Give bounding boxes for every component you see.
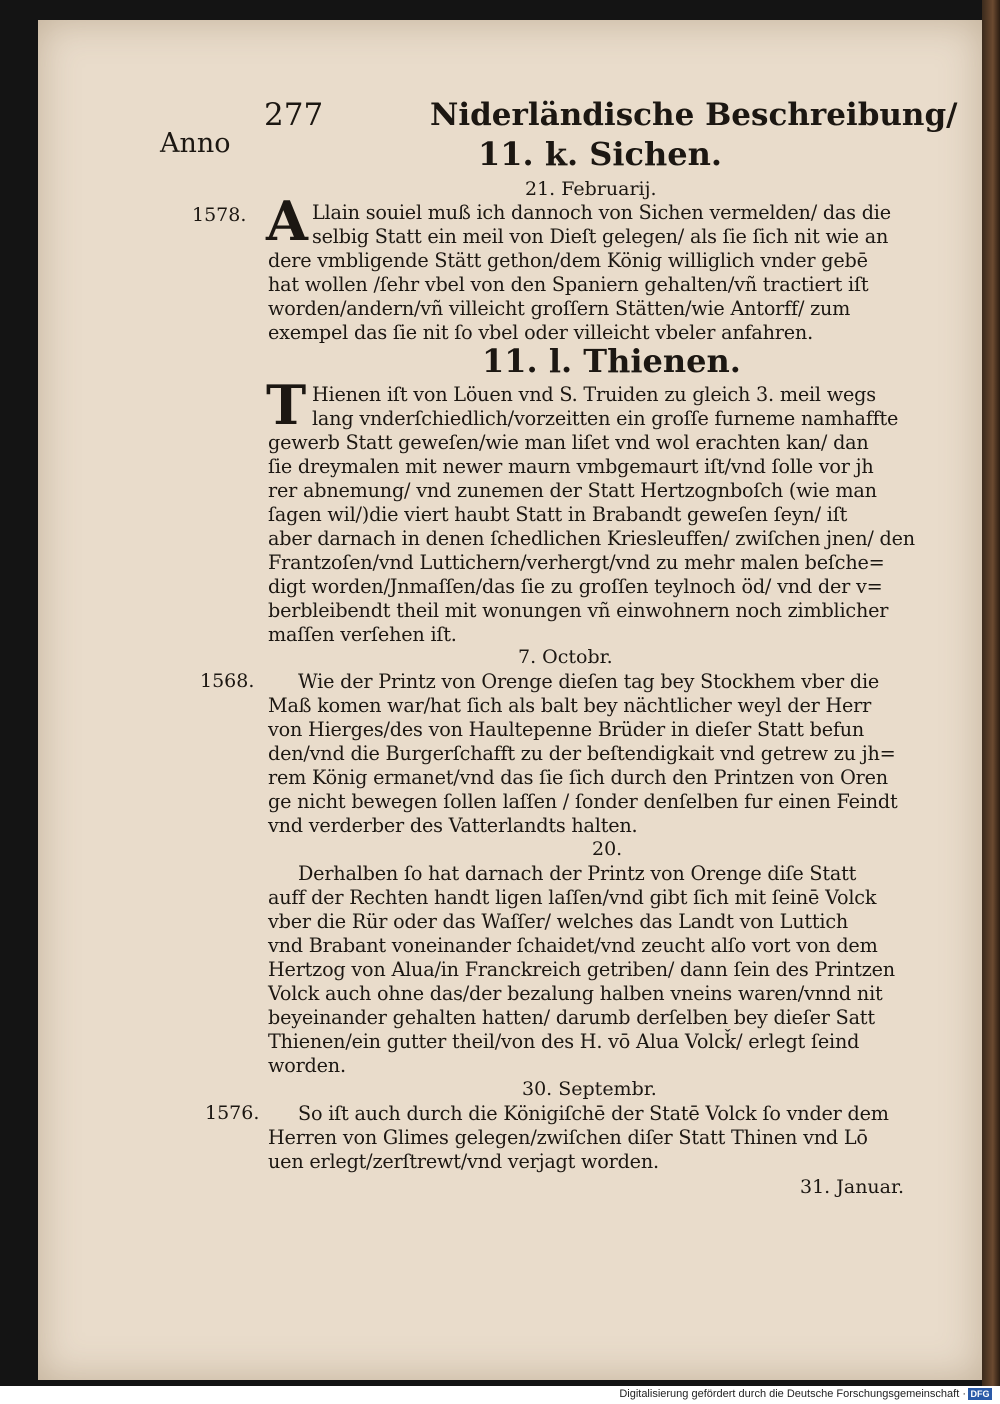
text-line: beyeinander gehalten hatten/ darumb derſelben bey dieſer Satt xyxy=(268,1006,875,1029)
text-line: ſagen wil/)die viert haubt Statt in Brabandt geweſen ſeyn/ iſt xyxy=(268,503,848,526)
text-line: worden. xyxy=(268,1054,346,1077)
entry-date: 30. Septembr. xyxy=(522,1078,657,1100)
text-line: vnd Brabant voneinander ſchaidet/vnd zeucht alſo vort von dem xyxy=(268,934,878,957)
drop-cap: T xyxy=(266,373,307,437)
text-line: Volck auch ohne das/der bezalung halben vneins waren/vnnd nit xyxy=(268,982,883,1005)
text-line: uen erlegt/zerſtrewt/vnd verjagt worden. xyxy=(268,1150,659,1173)
text-line: Herren von Glimes gelegen/zwiſchen diſer Statt Thinen vnd Lō xyxy=(268,1126,868,1149)
page-number: 277 xyxy=(264,97,324,133)
text-line: dere vmbligende Stätt gethon/dem König williglich vnder gebē xyxy=(268,249,868,272)
text-line: So iſt auch durch die Königiſchē der Statē Volck ſo vnder dem xyxy=(298,1102,889,1125)
text-line: ge nicht bewegen ſollen laſſen / ſonder denſelben fur einen Feindt xyxy=(268,790,898,813)
text-line: vber die Rür oder das Waſſer/ welches das Landt von Luttich xyxy=(268,910,849,933)
text-line: lang vnderſchiedlich/vorzeitten ein groſſe furneme namhaffte xyxy=(312,407,899,430)
text-line: den/vnd die Burgerſchafft zu der beſtendigkait vnd getrew zu jh= xyxy=(268,742,896,765)
text-line: Llain souiel muß ich dannoch von Sichen vermelden/ das die xyxy=(312,201,891,224)
text-line: von Hierges/des von Haultepenne Brüder in dieſer Statt befun xyxy=(268,718,865,741)
dfg-logo-icon: DFG xyxy=(968,1388,992,1400)
drop-cap: A xyxy=(266,189,308,253)
entry-date: 20. xyxy=(592,838,623,860)
page-edge xyxy=(982,0,1000,1386)
text-line: ſie dreymalen mit newer maurn vmbgemaurt iſt/vnd ſolle vor jh xyxy=(268,455,874,478)
section-heading: 11. k. Sichen. xyxy=(478,135,723,173)
margin-label-anno: Anno xyxy=(160,128,231,159)
margin-year: 1568. xyxy=(200,670,255,692)
text-line: exempel das ſie nit ſo vbel oder villeicht vbeler anfahren. xyxy=(268,321,813,344)
text-line: Frantzoſen/vnd Luttichern/verhergt/vnd zu mehr malen beſche= xyxy=(268,551,885,574)
text-line: rer abnemung/ vnd zunemen der Statt Hertzognboſch (wie man xyxy=(268,479,877,502)
text-line: rem König ermanet/vnd das ſie ſich durch den Printzen von Oren xyxy=(268,766,888,789)
text-line: aber darnach in denen ſchedlichen Kriesleuffen/ zwiſchen jnen/ den xyxy=(268,527,915,550)
text-line: hat wollen /ſehr vbel von den Spaniern gehalten/vñ tractiert iſt xyxy=(268,273,869,296)
footer-credit: Digitalisierung gefördert durch die Deutsche Forschungsgemeinschaft · xyxy=(619,1388,966,1400)
text-line: maſſen verſehen iſt. xyxy=(268,623,457,646)
margin-year: 1576. xyxy=(205,1102,260,1124)
text-line: Hertzog von Alua/in Franckreich getriben/ dann ſein des Printzen xyxy=(268,958,895,981)
text-line: digt worden/Jnmaſſen/das ſie zu groſſen teylnoch öd/ vnd der v= xyxy=(268,575,883,598)
text-line: gewerb Statt geweſen/wie man liſet vnd wol erachten kan/ dan xyxy=(268,431,869,454)
catchword: 31. Januar. xyxy=(800,1176,905,1198)
text-line: Wie der Printz von Orenge dieſen tag bey Stockhem vber die xyxy=(298,670,880,693)
running-title: Niderländische Beschreibung/ xyxy=(430,97,958,133)
text-line: Thienen/ein gutter theil/von des H. vō Alua Volcǩ/ erlegt ſeind xyxy=(268,1030,860,1053)
text-line: vnd verderber des Vatterlandts halten. xyxy=(268,814,638,837)
text-line: auff der Rechten handt ligen laſſen/vnd gibt ſich mit ſeinē Volck xyxy=(268,886,877,909)
text-line: Hienen iſt von Löuen vnd S. Truiden zu gleich 3. meil wegs xyxy=(312,383,876,406)
text-line: berbleibendt theil mit wonungen vñ einwohnern noch zimblicher xyxy=(268,599,889,622)
margin-year: 1578. xyxy=(192,204,247,226)
text-line: worden/andern/vñ villeicht groſſern Stätten/wie Antorff/ zum xyxy=(268,297,851,320)
text-line: Derhalben ſo hat darnach der Printz von Orenge diſe Statt xyxy=(298,862,857,885)
text-line: selbig Statt ein meil von Dieſt gelegen/ als ſie ſich nit wie an xyxy=(312,225,889,248)
entry-date: 7. Octobr. xyxy=(518,646,613,668)
text-line: Maß komen war/hat ſich als balt bey nächtlicher weyl der Herr xyxy=(268,694,872,717)
section-heading: 11. l. Thienen. xyxy=(482,342,741,380)
entry-date: 21. Februarij. xyxy=(525,178,657,200)
